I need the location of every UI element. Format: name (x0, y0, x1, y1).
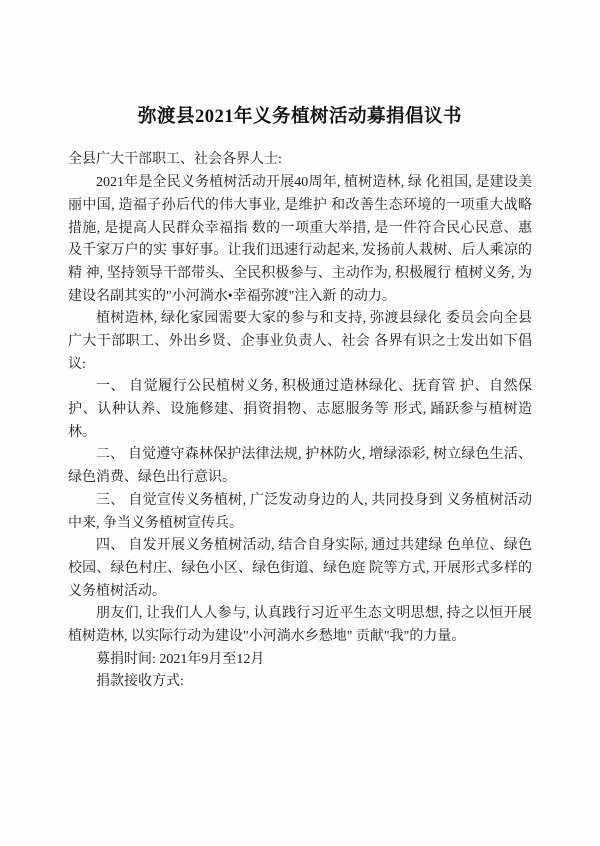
paragraph-item-4: 四、 自发开展义务植树活动, 结合自身实际, 通过共建绿 色单位、绿色校园、绿色村庄、绿色小区、绿色街道、绿色庭 院等方式, 开展形式多样的义务植树活动。 (68, 538, 532, 599)
page-title: 弥渡县2021年义务植树活动募捐倡议书 (137, 107, 462, 127)
paragraph-item-3: 三、 自觉宣传义务植树, 广泛发动身边的人, 共同投身到 义务植树活动中来, 争当义务植树宣传兵。 (68, 492, 532, 531)
paragraph-item-2: 二、 自觉遵守森林保护法律法规, 护林防火, 增绿添彩, 树立绿色生活、绿色消费、绿色出行意识。 (68, 447, 532, 486)
paragraph-1: 2021年是全民义务植树活动开展40周年, 植树造林, 绿 化祖国, 是建设美丽中国, 造福子孙后代的伟大事业, 是维护 和改善生态环境的一项重大战略措施, 是提高人民群众幸福指 数的一项重大举措, 是一件符合民心民意、惠及千家万户的实 事好事。让我们迅速行动起来, 发扬前人栽树、后人乘凉的精 神, 坚持领导干部带头、全民积极参与、主动作为, 积极履行 植树义务, 为建设名副其实的"小河淌水•幸福弥渡"注入新 的动力。 (68, 175, 532, 304)
donation-time: 募捐时间: 2021年9月至12月 (96, 651, 265, 667)
paragraph-closing: 朋友们, 让我们人人参与, 认真践行习近平生态文明思想, 持之以恒开展植树造林, 以实际行动为建设"小河淌水乡愁地" 贡献"我"的力量。 (68, 606, 532, 644)
salutation: 全县广大干部职工、社会各界人士: (68, 151, 282, 167)
donation-method: 捐款接收方式: (96, 674, 184, 690)
paragraph-2: 植树造林, 绿化家园需要大家的参与和支持, 弥渡县绿化 委员会向全县广大干部职工、外出乡贤、企事业负责人、社会 各界有识之士发出如下倡议: (68, 311, 532, 372)
paragraph-item-1: 一、 自觉履行公民植树义务, 积极通过造林绿化、抚育管 护、自然保护、认种认养、设施修建、捐资捐物、志愿服务等 形式, 踊跃参与植树造林。 (68, 379, 532, 440)
